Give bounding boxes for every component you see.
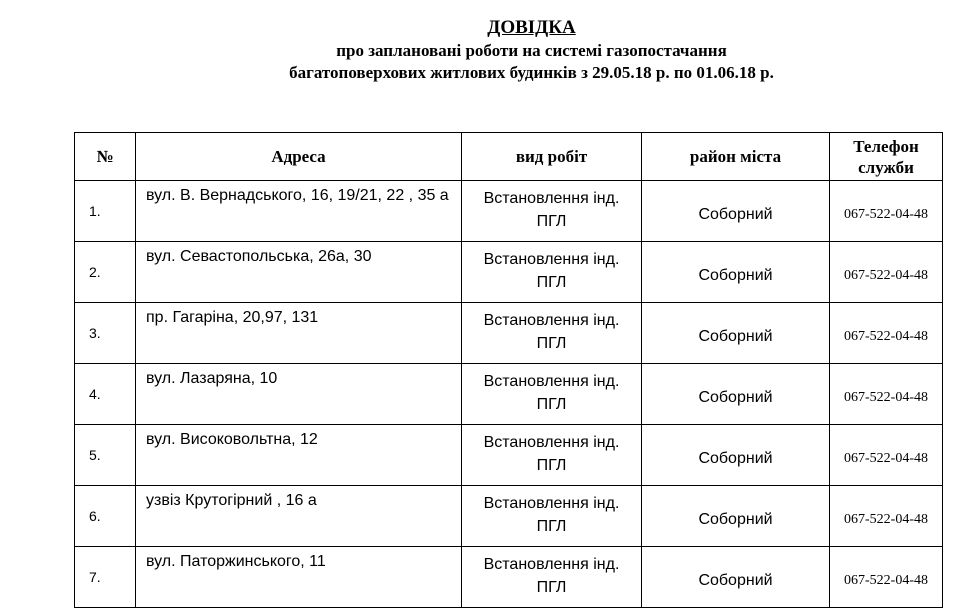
row-work	[462, 364, 642, 425]
row-number: 5.	[75, 425, 136, 486]
row-number: 4.	[75, 364, 136, 425]
row-work-line2: ПГЛ	[536, 274, 567, 291]
row-phone: 067-522-04-48	[830, 242, 943, 303]
row-work-line1: Встановлення інд.	[483, 495, 620, 512]
table-row	[75, 303, 943, 364]
row-work-line1: Встановлення інд.	[483, 251, 620, 268]
row-district: Соборний	[642, 364, 830, 425]
table-row	[75, 547, 943, 608]
row-address: вул. В. Вернадського, 16, 19/21, 22 , 35 а	[136, 181, 462, 242]
row-work-line1: Встановлення інд.	[483, 556, 620, 573]
table-row	[75, 425, 943, 486]
row-phone: 067-522-04-48	[830, 547, 943, 608]
document-header	[0, 16, 977, 84]
row-work	[462, 547, 642, 608]
row-number: 7.	[75, 547, 136, 608]
document-subtitle-line1: про заплановані роботи на системі газопостачання	[336, 41, 727, 60]
row-number: 3.	[75, 303, 136, 364]
row-number: 6.	[75, 486, 136, 547]
row-phone: 067-522-04-48	[830, 425, 943, 486]
row-work-line2: ПГЛ	[536, 518, 567, 535]
row-phone: 067-522-04-48	[830, 181, 943, 242]
row-phone: 067-522-04-48	[830, 303, 943, 364]
row-work-line2: ПГЛ	[536, 335, 567, 352]
row-district: Соборний	[642, 303, 830, 364]
row-number: 2.	[75, 242, 136, 303]
row-district: Соборний	[642, 486, 830, 547]
row-work-line1: Встановлення інд.	[483, 312, 620, 329]
column-header-phone-line2: служби	[858, 157, 914, 177]
document-title: ДОВІДКА	[487, 17, 576, 38]
row-phone: 067-522-04-48	[830, 486, 943, 547]
row-work	[462, 425, 642, 486]
column-header-work: вид робіт	[462, 133, 642, 181]
table-row	[75, 242, 943, 303]
row-work-line2: ПГЛ	[536, 213, 567, 230]
row-work	[462, 242, 642, 303]
row-address: вул. Севастопольська, 26а, 30	[136, 242, 462, 303]
column-header-num: №	[75, 133, 136, 181]
row-address: вул. Високовольтна, 12	[136, 425, 462, 486]
row-address: пр. Гагаріна, 20,97, 131	[136, 303, 462, 364]
row-address: вул. Паторжинського, 11	[136, 547, 462, 608]
table-row	[75, 364, 943, 425]
row-district: Соборний	[642, 425, 830, 486]
row-address: вул. Лазаряна, 10	[136, 364, 462, 425]
table-row	[75, 181, 943, 242]
row-address: узвіз Крутогірний , 16 а	[136, 486, 462, 547]
column-header-phone-line1: Телефон	[853, 136, 919, 156]
column-header-phone	[830, 133, 943, 181]
row-work	[462, 486, 642, 547]
table-row	[75, 486, 943, 547]
row-work-line1: Встановлення інд.	[483, 190, 620, 207]
row-work-line2: ПГЛ	[536, 396, 567, 413]
row-district: Соборний	[642, 181, 830, 242]
row-district: Соборний	[642, 547, 830, 608]
row-work-line2: ПГЛ	[536, 457, 567, 474]
row-work-line1: Встановлення інд.	[483, 434, 620, 451]
works-table	[74, 132, 943, 608]
row-work	[462, 303, 642, 364]
document-subtitle-line2: багатоповерхових житлових будинків з 29.05.18 р. по 01.06.18 р.	[289, 63, 774, 82]
row-phone: 067-522-04-48	[830, 364, 943, 425]
column-header-address: Адреса	[136, 133, 462, 181]
row-work	[462, 181, 642, 242]
column-header-district: район міста	[642, 133, 830, 181]
row-work-line1: Встановлення інд.	[483, 373, 620, 390]
row-work-line2: ПГЛ	[536, 579, 567, 596]
row-number: 1.	[75, 181, 136, 242]
table-header-row	[75, 133, 943, 181]
row-district: Соборний	[642, 242, 830, 303]
